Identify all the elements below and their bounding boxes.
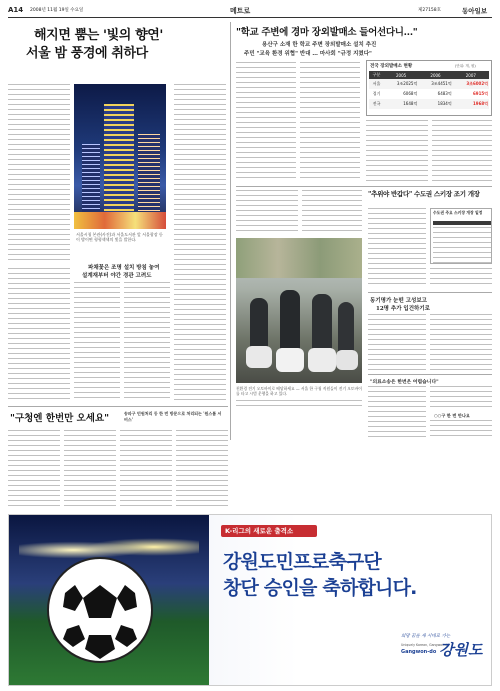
table-row <box>369 79 489 89</box>
scooter-shape <box>308 348 336 372</box>
story-body-col2 <box>74 282 120 402</box>
section-divider <box>8 406 228 407</box>
data-table <box>369 71 489 109</box>
ad-tagline: K-리그의 새로운 출격소 <box>225 527 294 535</box>
story-headline: "학교 주변에 경마 장외발매소 들어선다니…" <box>236 27 418 38</box>
logo-caption: Uniquely Korean, Gangwon-do <box>401 643 450 647</box>
soccer-ball-icon <box>45 555 155 665</box>
story-headline: "구청엔 한번만 오세요" <box>10 413 110 424</box>
story-subhead-1: 용산구 소재 한 학교 주변 장외발매소 설치 추진 <box>262 42 377 48</box>
ground-lights <box>74 212 166 229</box>
table-title: 전국 장외발매소 현황 <box>370 64 413 69</box>
rider-figure <box>338 302 354 352</box>
photo-caption: 서울시청 본관(사진)과 서울도서관 앞 서울광장 등이 밤이면 형형색색의 빛을 발한다. <box>76 232 163 242</box>
story-body <box>64 430 116 510</box>
story-headline-3: "의료소송은 한번은 어렵습니다" <box>370 379 439 385</box>
gangwon-logo <box>401 633 489 683</box>
table-cell: 6068억 <box>403 91 418 96</box>
rider-figure <box>312 294 332 354</box>
story-body-col4 <box>174 84 226 402</box>
section-divider <box>368 374 492 375</box>
story-body <box>432 120 492 182</box>
story-subhead: 송파구 민원처리 등 한 번 방문으로 처리되는 '원스톱 서비스' <box>124 411 222 422</box>
logo-main: 강원도 <box>439 641 483 659</box>
table-cell: 1648억 <box>403 101 418 106</box>
story-body <box>120 430 172 510</box>
story-body <box>366 120 428 182</box>
rider-figure <box>250 298 268 353</box>
table-cell: 3조6002억 <box>466 81 488 86</box>
building-shape <box>104 104 134 229</box>
table-header-row <box>369 71 489 79</box>
issue-number: 제27158호 <box>418 8 442 13</box>
table-header-cell: 2005 <box>396 72 407 78</box>
story-headline-1: 동기명가 눈떤 고성보고 <box>370 298 427 304</box>
table-cell: 3조4451억 <box>431 81 452 86</box>
table-unit: (단위: 개, 원) <box>455 64 476 68</box>
story-subhead-2: 주민 "교육 환경 위협" 반대 … 마사회 "규정 지켰다" <box>244 51 372 57</box>
table-row <box>369 89 489 99</box>
story-body <box>430 420 492 440</box>
box-rows <box>433 227 491 263</box>
story-subhead-1: 파채꽃은 조명 설치 방침 놓여 <box>88 265 160 271</box>
story-body <box>368 314 426 370</box>
table-cell: 1834억 <box>437 101 452 106</box>
table-cell: 1968억 <box>473 101 488 106</box>
data-table-box <box>366 60 492 116</box>
table-cell: 3조2025억 <box>396 81 418 86</box>
table-cell: 6915억 <box>473 91 488 96</box>
section-divider <box>368 292 492 293</box>
story-body <box>430 386 492 410</box>
ski-schedule-box <box>430 208 492 264</box>
table-cell: 전국 <box>372 101 381 106</box>
masthead <box>8 6 492 16</box>
story-body <box>236 400 362 410</box>
rider-figure <box>280 290 300 352</box>
table-header-cell: 2007 <box>465 72 476 78</box>
logo-slogan: 희망 꿈을 새 시대로 가는 <box>401 634 451 639</box>
ad-banner <box>8 514 492 686</box>
table-cell: 경기 <box>372 91 381 96</box>
ad-headline-2: 창단 승인을 축하합니다. <box>223 577 417 599</box>
motorcycle-photo <box>236 238 362 383</box>
street-trees <box>236 238 362 278</box>
page-number: A14 <box>8 6 24 14</box>
masthead-rule <box>8 17 492 18</box>
story-headline-2: 12명 추가 입건하기로 <box>376 306 430 312</box>
scooter-shape <box>246 346 272 368</box>
section-divider <box>236 186 492 187</box>
story-body-col1b <box>8 268 70 402</box>
story-subhead-2: 설계재부터 야간 경관 고려도 <box>82 273 152 279</box>
story-body <box>368 208 426 288</box>
story-body <box>176 430 228 510</box>
story-body <box>430 314 492 370</box>
story-body <box>302 190 362 234</box>
story-body-col3 <box>124 282 170 402</box>
box-header-bar <box>433 221 491 225</box>
table-header-cell: 구분 <box>372 72 381 77</box>
story-body-col1 <box>8 84 70 264</box>
column-divider <box>230 22 231 440</box>
story-body <box>8 430 60 510</box>
table-row <box>369 99 489 109</box>
section-title: 메트로 <box>230 7 251 15</box>
story-body <box>300 62 360 182</box>
story-headline-1: 해지면 뿜는 '빛의 향연' <box>34 28 163 43</box>
table-cell: 6483억 <box>437 91 452 96</box>
story-body <box>368 386 426 440</box>
story-subhead: ○○구 한 번 만나요 <box>434 413 470 418</box>
table-cell: 서울 <box>372 81 381 86</box>
paper-name: 동아일보 <box>462 7 488 15</box>
box-title: 수도권 주요 스키장 개장 일정 <box>433 210 483 215</box>
issue-date: 2008년 11월 19일 수요일 <box>30 8 84 13</box>
story-headline: "추위야 반갑다" 수도권 스키장 조기 개장 <box>368 190 480 198</box>
ad-headline-1: 강원도민프로축구단 <box>223 551 381 573</box>
table-header-cell: 2006 <box>430 72 441 78</box>
story-body <box>236 62 296 182</box>
scooter-shape <box>336 350 358 370</box>
story-headline-2: 서울 밤 풍경에 취하다 <box>26 46 148 61</box>
story-body <box>430 268 492 288</box>
logo-sub: Gangwon-do <box>401 649 437 655</box>
photo-caption: 친환경 전기 오토바이로 배달하세요 — 서울 한 구청 직원들이 전기 오토바이를 타고 시범 운행을 하고 있다. <box>236 386 362 396</box>
scooter-shape <box>276 348 304 372</box>
city-night-photo <box>74 84 166 229</box>
story-body <box>236 190 298 234</box>
